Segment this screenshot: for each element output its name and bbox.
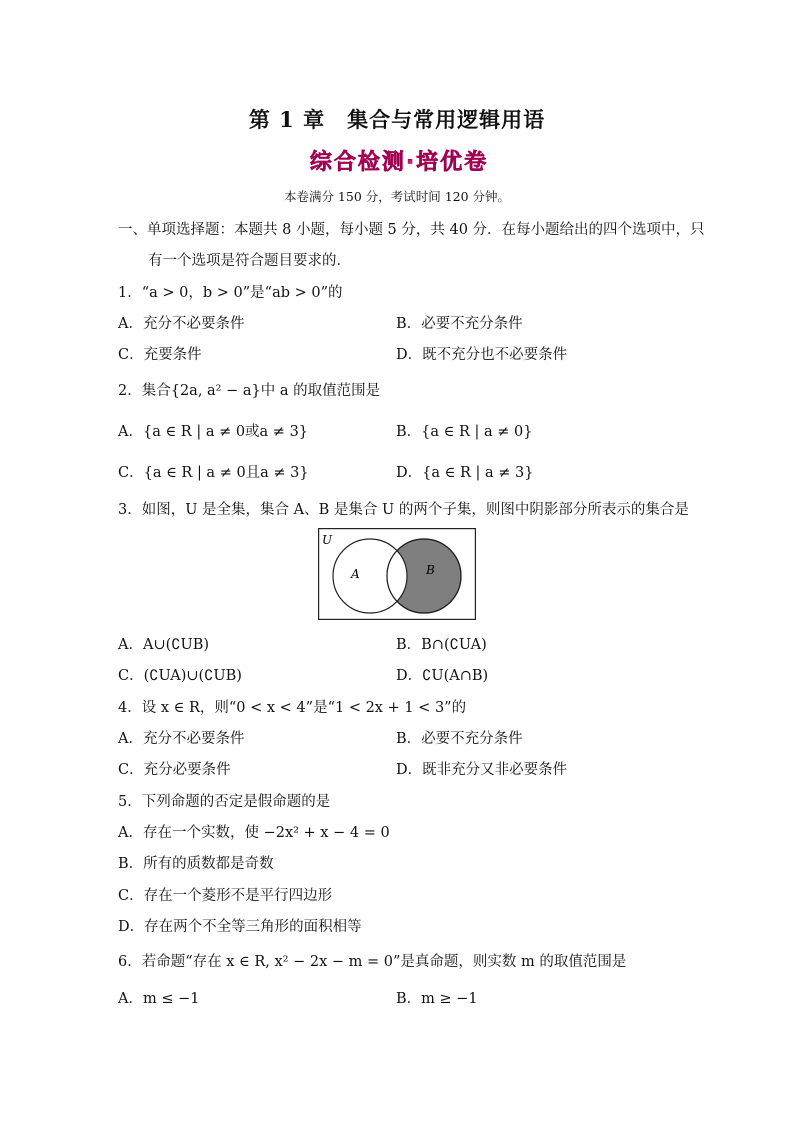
question-2-option-b: B．{a ∈ R | a ≠ 0} — [396, 424, 533, 440]
exam-info: 本卷满分 150 分，考试时间 120 分钟。 — [283, 189, 511, 204]
question-5-option-d: D．存在两个不全等三角形的面积相等 — [118, 919, 362, 935]
question-4-option-c: C．充分必要条件 — [118, 762, 231, 778]
question-3-stem: 3．如图，U 是全集，集合 A、B 是集合 U 的两个子集，则图中阴影部分所表示的集合是 — [118, 502, 689, 518]
question-1-option-d: D．既不充分也不必要条件 — [396, 347, 568, 363]
venn-diagram — [318, 528, 476, 620]
question-4-option-d: D．既非充分又非必要条件 — [396, 762, 568, 778]
question-6-stem: 6．若命题“存在 x ∈ R, x² − 2x − m = 0”是真命题，则实数 m 的取值范围是 — [118, 954, 627, 970]
title-badge-text: 综合检测·培优卷 — [309, 150, 489, 175]
question-5-option-a: A．存在一个实数，使 −2x² + x − 4 = 0 — [118, 825, 390, 841]
question-2-option-d: D．{a ∈ R | a ≠ 3} — [396, 465, 534, 481]
question-1-stem: 1．“a > 0，b > 0”是“ab > 0”的 — [118, 285, 343, 301]
venn-label-b: B — [426, 563, 435, 577]
question-4-stem: 4．设 x ∈ R，则“0 < x < 4”是“1 < 2x + 1 < 3”的 — [118, 700, 467, 716]
question-3-option-c: C．(∁UA)∪(∁UB) — [118, 668, 242, 684]
venn-label-a: A — [351, 567, 360, 581]
section-heading-cont: 有一个选项是符合题目要求的． — [148, 253, 351, 269]
question-4-option-b: B．必要不充分条件 — [396, 731, 523, 747]
section-heading: 一、单项选择题：本题共 8 小题，每小题 5 分，共 40 分．在每小题给出的四个选项中，只 — [118, 222, 705, 238]
question-3-option-a: A．A∪(∁UB) — [118, 637, 210, 653]
question-5-option-c: C．存在一个菱形不是平行四边形 — [118, 888, 333, 904]
question-1-option-c: C．充要条件 — [118, 347, 202, 363]
question-5-option-b: B．所有的质数都是奇数 — [118, 856, 274, 872]
venn-label-u: U — [322, 533, 333, 547]
page-title: 第 1 章 集合与常用逻辑用语 — [248, 107, 546, 132]
question-2-option-c: C．{a ∈ R | a ≠ 0且a ≠ 3} — [118, 465, 309, 481]
question-2-stem: 2．集合{2a, a² − a}中 a 的取值范围是 — [118, 383, 381, 399]
question-2-option-a: A．{a ∈ R | a ≠ 0或a ≠ 3} — [118, 424, 309, 440]
question-6-option-a: A．m ≤ −1 — [118, 991, 200, 1007]
question-6-option-b: B．m ≥ −1 — [396, 991, 478, 1007]
question-5-stem: 5．下列命题的否定是假命题的是 — [118, 794, 331, 810]
question-3-option-b: B．B∩(∁UA) — [396, 637, 487, 653]
question-4-option-a: A．充分不必要条件 — [118, 731, 245, 747]
question-1-option-b: B．必要不充分条件 — [396, 316, 523, 332]
title-badge — [287, 145, 511, 177]
question-3-option-d: D．∁U(A∩B) — [396, 668, 489, 684]
question-1-option-a: A．充分不必要条件 — [118, 316, 245, 332]
